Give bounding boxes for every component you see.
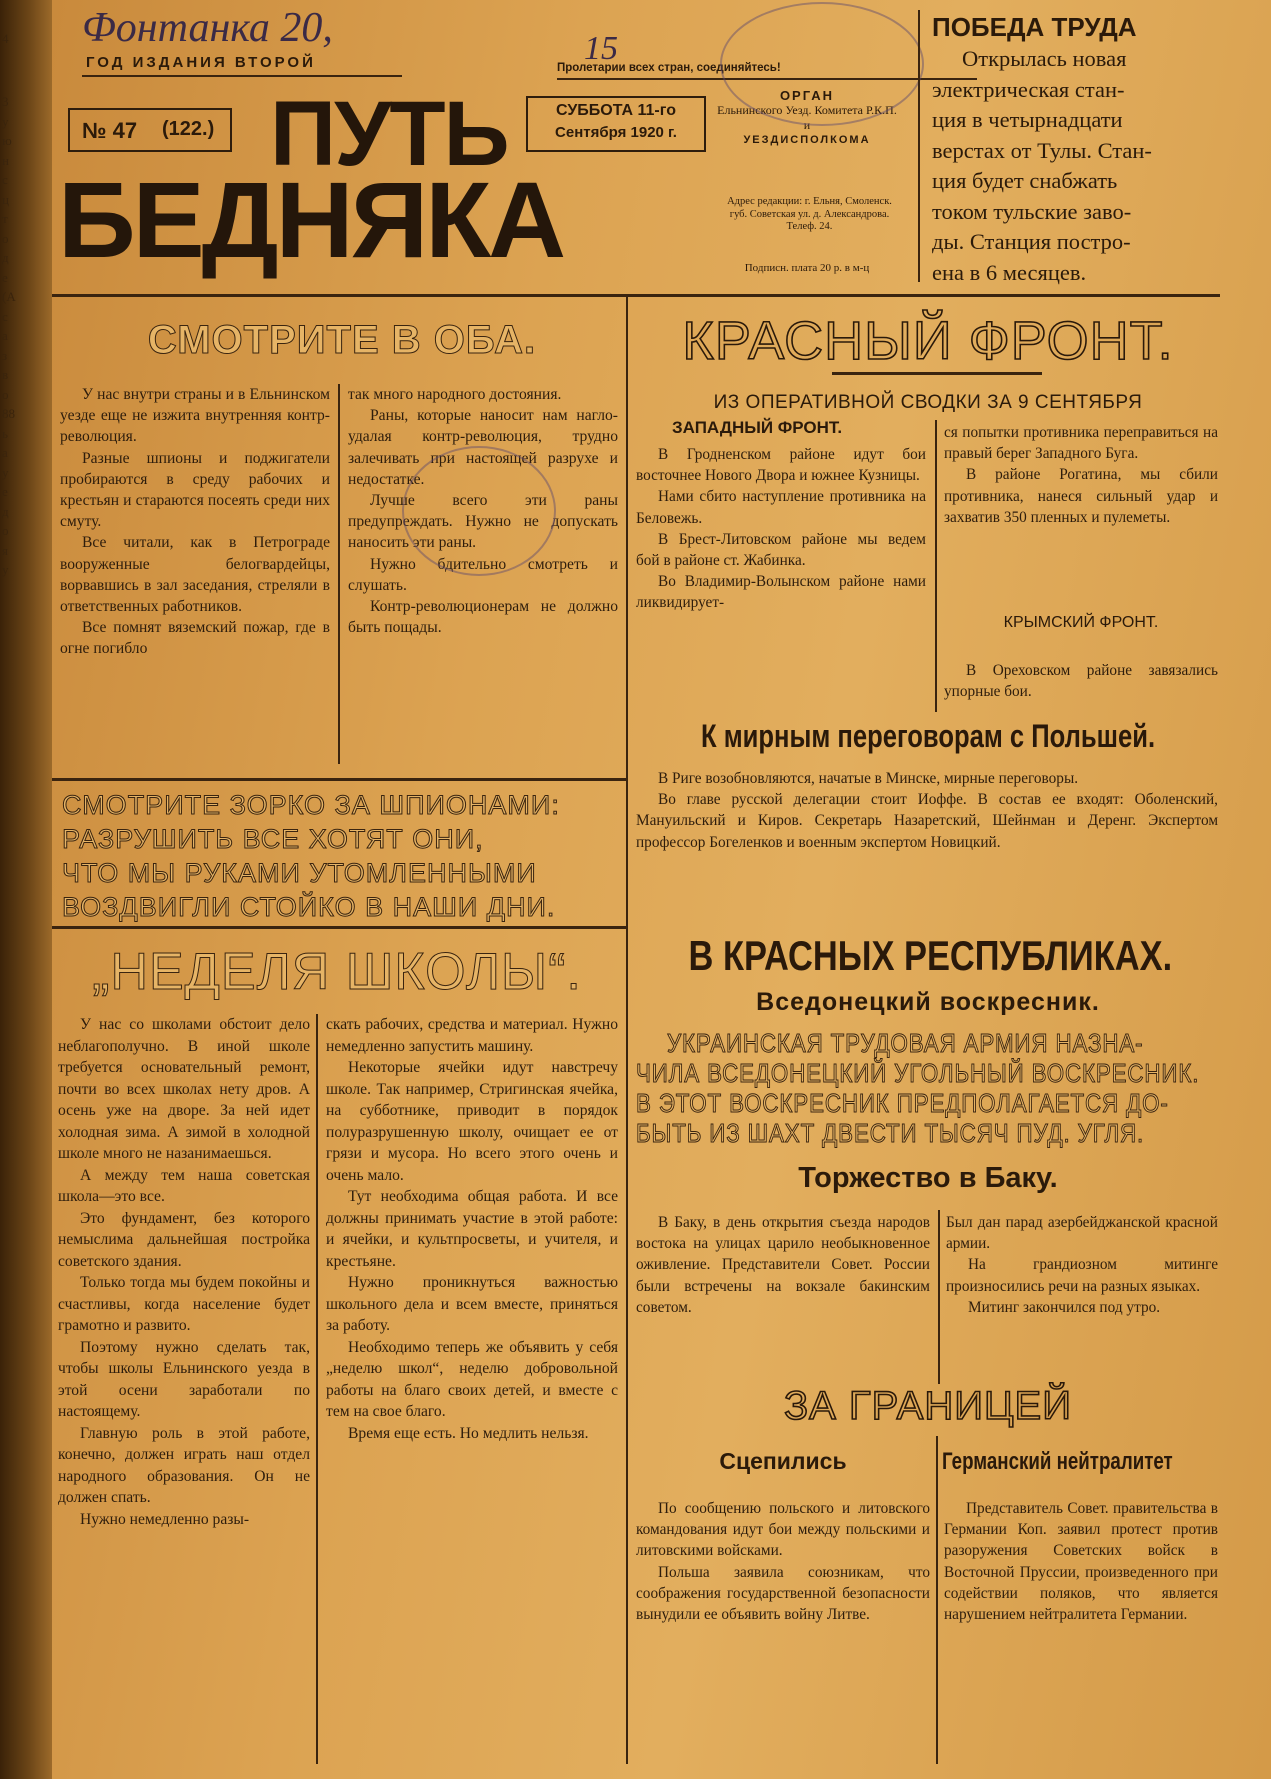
- school-col-divider: [316, 1014, 318, 1764]
- spine-text: 4: [2, 31, 9, 46]
- spine-text-column: 3 у ю н с ц т о д е (А с а з в о 88 ь а у е д о я у: [2, 94, 16, 577]
- crimea-text: В Ореховском районе завязались упорные бои.: [944, 662, 1218, 701]
- subscription-price: Подписн. плата 20 р. в м-ц: [744, 262, 870, 274]
- red-front-title: КРАСНЫЙ ФРОНТ.: [682, 311, 1174, 371]
- postal-stamp-top: [720, 2, 924, 126]
- red-front-col2: ся попытки противника переправиться на правый берег Западного Буга. В районе Рогатина, мы сбили противника, нанеся сильный удар и захватив 350 пленных и пулеметы.: [944, 424, 1218, 526]
- red-front-underline: [832, 372, 1042, 375]
- date-box: [526, 96, 706, 152]
- look-col1: У нас внутри страны и в Ельнинском уезде еще не изжита внутренняя контр-революция. Разные шпионы и поджигатели пробираются в среду рабочих и крестьян и стараются посеять среди них смуту. Все читали, как в Петрограде вооруженные белогвардейцы, ворвавшись в зал заседания, стреляли в ответственных работников. Все помнят вяземский пожар, где в огне погибло: [60, 386, 330, 658]
- look-col-divider: [338, 384, 340, 764]
- red-front-col-divider: [935, 420, 937, 712]
- republics-title: В КРАСНЫХ РЕСПУБЛИКАХ.: [688, 932, 1173, 979]
- address-text: Адрес редакции: г. Ельня, Смоленск. губ. Советская ул. д. Александрова. Телеф. 24.: [727, 196, 892, 232]
- organ-label: ОРГАН: [779, 88, 835, 103]
- organ-ispolkom: УЕЗДИСПОЛКОМА: [743, 134, 871, 146]
- date-weekday: СУББОТА 11-го: [556, 102, 676, 119]
- newspaper-page: [52, 0, 1271, 1779]
- look-col2: так много народного достояния. Раны, которые наносит нам нагло-удалая контр-революция, трудно залечивать при настоящей разрухе и недостатке. Лучше всего эти раны предупреждать. Нужно не допускать наносить эти раны. Нужно бдительно смотреть и слушать. Контр-революционерам не должно быть пощады.: [348, 386, 618, 637]
- organ-and: и: [803, 118, 811, 132]
- slogan: Пролетарии всех стран, соединяйтесь!: [557, 62, 781, 74]
- title-bednyaka: БЕДНЯКА: [58, 159, 564, 280]
- abroad-left-head: Сцепились: [719, 1448, 847, 1474]
- issue-total: (122.): [162, 118, 215, 140]
- school-col2: скать рабочих, средства и материал. Нужно немедленно запустить машину. Некоторые ячейки идут навстречу школе. Так например, Стригинская ячейка, на субботнике, приводит в порядок полуразрушенную школу, очищает ее от грязи и мусора. Но всего этого очень и очень мало. Тут необходима общая работа. И все должны принимать участие в этой работе: и ячейки, и культпросветы, и учителя, и крестьяне. Нужно проникнуться важностью школьного дела и всем вместе, приняться за работу. Необходимо теперь же объявить у себя „неделю школ“, неделю добровольной работы на благо своих детей, и вместе с тем на свое благо. Время еще есть. Но медлить нельзя.: [326, 1016, 618, 1442]
- peace-title: К мирным переговорам с Польшей.: [700, 718, 1156, 754]
- school-col1: У нас со школами обстоит дело неблагополучно. В иной школе требуется основательный ремонт, почти во всех школах нету дров. А осень уже на дворе. За ней идет холодная зима. А зимой в холодной школе много не назанимаешься. А между тем наша советская школа—это все. Это фундамент, без которого немыслима дальнейшая постройка советского здания. Только тогда мы будем покойны и счастливы, когда население будет грамотно и развито. Поэтому нужно сделать так, чтобы школы Ельнинского уезда в этой осени заработали по настоящему. Главную роль в этой работе, конечно, должен играть наш отдел народного образования. Он не должен спать. Нужно немедленно разы-: [58, 1016, 310, 1528]
- baku-col2: Был дан парад азербейджанской красной армии. На грандиозном митинге произносились речи на разных языках. Митинг закончился под утро.: [946, 1214, 1218, 1316]
- poem-bottom-rule: [52, 926, 626, 929]
- issue-number: № 47: [82, 118, 138, 143]
- abroad-title: ЗА ГРАНИЦЕЙ: [784, 1384, 1072, 1428]
- organ-text: Ельнинского Уезд. Комитета Р.К.П.: [717, 103, 897, 117]
- issue-number-box: [68, 108, 232, 152]
- year-line: ГОД ИЗДАНИЯ ВТОРОЙ: [86, 54, 316, 71]
- republics-subtitle: Вседонецкий воскресник.: [756, 988, 1100, 1016]
- abroad-left-text: По сообщению польского и литовского командования идут бои между польскими и литовскими войсками. Польша заявила союзникам, что соображения государственной безопасности вынудили ее объявить войну Литве.: [636, 1500, 930, 1624]
- baku-title: Торжество в Баку.: [798, 1162, 1058, 1194]
- peace-text: В Риге возобновляются, начатые в Минске, мирные переговоры. Во главе русской делегации стоит Иоффе. В состав ее входят: Оболенский, Мануильский и Киров. Секретарь Назаретский, Шейнман и Деренг. Экспертом профессор Богеленков и военным экспертом Новицкий.: [636, 770, 1218, 851]
- handwritten-note: Фонтанка 20,: [82, 5, 333, 51]
- red-front-subtitle: ИЗ ОПЕРАТИВНОЙ СВОДКИ ЗА 9 СЕНТЯБРЯ: [713, 392, 1143, 413]
- abroad-right-text: Представитель Совет. правительства в Германии Коп. заявил протест против разоружения Советских войск в Восточной Пруссии, произведенного при содействии поляков, что является нарушением нейтралитета Германии.: [944, 1500, 1218, 1624]
- abroad-right-head: Германский нейтралитет: [942, 1448, 1173, 1475]
- republics-lines: УКРАИНСКАЯ ТРУДОВАЯ АРМИЯ НАЗНА- ЧИЛА ВСЕДОНЕЦКИЙ УГОЛЬНЫЙ ВОСКРЕСНИК. В ЭТОТ ВОСКРЕСНИК ПРЕДПОЛАГАЕТСЯ ДО- БЫТЬ ИЗ ШАХТ ДВЕСТИ ТЫСЯЧ ПУД. УГЛЯ.: [636, 1028, 1200, 1148]
- pencil-mark: 15: [584, 30, 618, 67]
- title-put: ПУТЬ: [270, 83, 508, 185]
- school-title: „НЕДЕЛЯ ШКОЛЫ“.: [92, 943, 582, 1001]
- year-underline: [82, 75, 402, 77]
- look-title: СМОТРИТЕ В ОБА.: [147, 318, 537, 362]
- date-full: Сентября 1920 г.: [555, 124, 677, 141]
- masthead-bottom-rule: [52, 294, 1220, 297]
- baku-col-divider: [938, 1210, 940, 1384]
- poem-top-rule: [52, 778, 626, 781]
- red-front-col1: В Гродненском районе идут бои восточнее Нового Двора и южнее Кузницы. Нами сбито наступление противника на Беловежь. В Брест-Литовском районе мы ведем бой в районе ст. Жабинка. Во Владимир-Волынском районе нами ликвидирует-: [636, 446, 926, 612]
- page-center-divider: [626, 294, 628, 1764]
- baku-col1: В Баку, в день открытия съезда народов востока на улицах царило необыкновенное оживление. Представители Совет. России были встречены на вокзале бакинским советом.: [636, 1214, 930, 1316]
- poem: СМОТРИТЕ ЗОРКО ЗА ШПИОНАМИ: РАЗРУШИТЬ ВСЕ ХОТЯТ ОНИ, ЧТО МЫ РУКАМИ УТОМЛЕННЫМИ ВОЗДВИГЛИ СТОЙКО В НАШИ ДНИ.: [62, 790, 560, 922]
- book-spine: [0, 0, 52, 1779]
- victory-title: ПОБЕДА ТРУДА: [932, 12, 1137, 42]
- postal-stamp-middle: [402, 446, 556, 576]
- crimea-head: КРЫМСКИЙ ФРОНТ.: [1003, 614, 1159, 631]
- victory-text: Открылась новая электрическая стан- ция в четырнадцати верстах от Тулы. Стан- ция будет снабжать током тульские заво- ды. Станция постро- ена в 6 месяцев.: [932, 46, 1152, 285]
- west-front-head: ЗАПАДНЫЙ ФРОНТ.: [672, 418, 843, 437]
- masthead-divider: [918, 10, 920, 282]
- abroad-col-divider: [936, 1436, 938, 1764]
